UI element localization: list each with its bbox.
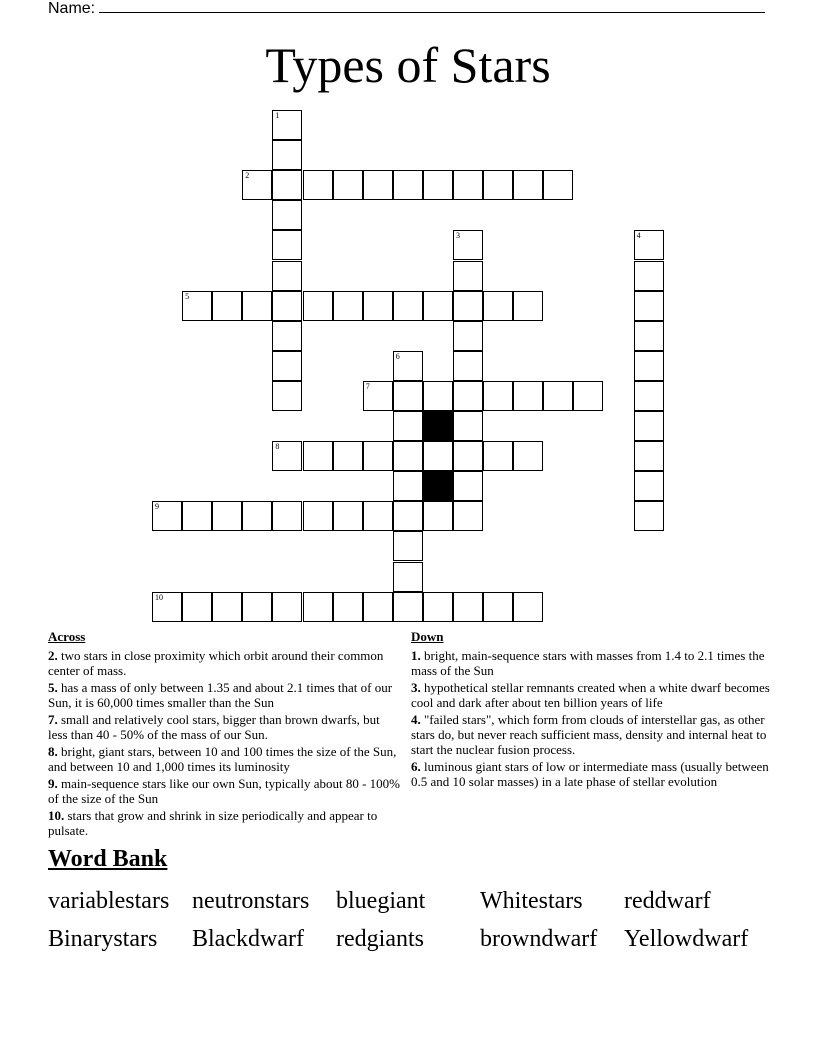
clue-text: small and relatively cool stars, bigger than brown dwarfs, but less than 40 - 50% of the mass of our Sun.	[48, 712, 380, 742]
crossword-cell[interactable]	[483, 381, 513, 411]
crossword-cell[interactable]	[513, 441, 543, 471]
crossword-cell[interactable]	[182, 592, 212, 622]
crossword-cell[interactable]	[453, 351, 483, 381]
crossword-cell[interactable]	[634, 351, 664, 381]
crossword-cell[interactable]	[363, 291, 393, 321]
across-clue	[48, 648, 400, 678]
clue-number: 4	[636, 231, 641, 241]
crossword-cell[interactable]	[423, 291, 453, 321]
crossword-cell[interactable]	[333, 592, 363, 622]
crossword-cell[interactable]	[634, 411, 664, 441]
crossword-cell[interactable]	[513, 291, 543, 321]
clue-number: 10	[155, 592, 163, 602]
clue-number: 9	[155, 502, 159, 512]
down-clue	[411, 680, 771, 710]
crossword-cell[interactable]	[453, 170, 483, 200]
crossword-cell[interactable]	[634, 291, 664, 321]
crossword-cell[interactable]	[272, 351, 302, 381]
word-bank	[48, 882, 788, 958]
clue-text: bright, main-sequence stars with masses from 1.4 to 2.1 times the mass of the Sun	[411, 648, 765, 678]
crossword-cell[interactable]	[483, 441, 513, 471]
crossword-cell[interactable]	[333, 501, 363, 531]
crossword-cell[interactable]	[453, 501, 483, 531]
clue-number: 7	[365, 381, 370, 391]
word-bank-word: redgiants	[336, 926, 424, 952]
crossword-cell[interactable]	[242, 501, 272, 531]
name-field[interactable]	[48, 0, 765, 18]
crossword-cell[interactable]	[272, 501, 302, 531]
across-clue	[48, 680, 400, 710]
crossword-cell[interactable]	[423, 170, 453, 200]
clue-text: luminous giant stars of low or intermediate mass (usually between 0.5 and 10 solar masses) in a late phase of stellar evolution	[411, 759, 769, 789]
across-clues	[48, 629, 400, 840]
crossword-cell[interactable]	[453, 291, 483, 321]
crossword-cell[interactable]	[453, 261, 483, 291]
crossword-cell[interactable]	[272, 140, 302, 170]
crossword-cell[interactable]	[393, 351, 423, 381]
crossword-cell[interactable]	[453, 381, 483, 411]
crossword-cell[interactable]	[393, 531, 423, 561]
word-bank-word: reddwarf	[624, 888, 711, 914]
crossword-cell[interactable]	[573, 381, 603, 411]
crossword-cell[interactable]	[182, 501, 212, 531]
clue-number-label: 9.	[48, 776, 58, 791]
crossword-cell[interactable]	[152, 501, 182, 531]
crossword-cell[interactable]	[303, 592, 333, 622]
name-label: Name:	[48, 0, 96, 17]
clue-number-label: 2.	[48, 648, 58, 663]
clue-text: "failed stars", which form from clouds of interstellar gas, as other stars do, but never reach sufficient mass, density and internal heat to start the nuclear fusion process.	[411, 712, 767, 757]
crossword-cell[interactable]	[393, 411, 423, 441]
crossword-cell[interactable]	[272, 441, 302, 471]
clue-number-label: 7.	[48, 712, 58, 727]
crossword-cell[interactable]	[453, 230, 483, 260]
clue-number-label: 3.	[411, 680, 421, 695]
word-bank-row	[48, 882, 788, 920]
down-clue	[411, 648, 771, 678]
crossword-cell[interactable]	[363, 501, 393, 531]
word-bank-word: Blackdwarf	[192, 926, 304, 952]
crossword-cell[interactable]	[634, 230, 664, 260]
clue-text: two stars in close proximity which orbit around their common center of mass.	[48, 648, 384, 678]
crossword-cell[interactable]	[242, 170, 272, 200]
crossword-cell[interactable]	[393, 170, 423, 200]
down-clue	[411, 712, 771, 757]
crossword-cell[interactable]	[272, 261, 302, 291]
crossword-cell[interactable]	[363, 441, 393, 471]
crossword-cell[interactable]	[423, 381, 453, 411]
clue-number: 6	[395, 351, 400, 361]
crossword-cell[interactable]	[242, 592, 272, 622]
crossword-cell[interactable]	[212, 291, 242, 321]
word-bank-word: Yellowdwarf	[624, 926, 749, 952]
crossword-cell[interactable]	[272, 110, 302, 140]
word-bank-word: neutronstars	[192, 888, 310, 914]
crossword-cell[interactable]	[272, 592, 302, 622]
crossword-cell[interactable]	[272, 381, 302, 411]
clue-number-label: 6.	[411, 759, 421, 774]
word-bank-word: Whitestars	[480, 888, 583, 914]
crossword-cell[interactable]	[634, 381, 664, 411]
word-bank-word: bluegiant	[336, 888, 426, 914]
crossword-cell[interactable]	[182, 291, 212, 321]
across-clue	[48, 776, 400, 806]
crossword-cell[interactable]	[393, 562, 423, 592]
clue-number: 3	[456, 231, 460, 241]
crossword-cell[interactable]	[393, 501, 423, 531]
crossword-cell[interactable]	[423, 592, 453, 622]
crossword-cell[interactable]	[453, 471, 483, 501]
crossword-cell[interactable]	[272, 230, 302, 260]
crossword-cell[interactable]	[303, 170, 333, 200]
across-clue	[48, 712, 400, 742]
crossword-cell[interactable]	[634, 441, 664, 471]
crossword-cell[interactable]	[272, 321, 302, 351]
clue-number-label: 10.	[48, 808, 65, 823]
crossword-cell[interactable]	[272, 170, 302, 200]
clue-number: 1	[275, 111, 280, 120]
across-clue	[48, 808, 400, 838]
crossword-cell[interactable]	[634, 501, 664, 531]
page-title: Types of Stars	[265, 37, 551, 93]
crossword-cell[interactable]	[303, 441, 333, 471]
clue-text: has a mass of only between 1.35 and about 2.1 times that of our Sun, it is 60,000 times smaller than the Sun	[48, 680, 393, 710]
clue-number: 2	[245, 171, 250, 181]
clue-number-label: 1.	[411, 648, 421, 663]
crossword-cell[interactable]	[363, 170, 393, 200]
crossword-cell[interactable]	[543, 170, 573, 200]
clue-number: 5	[185, 291, 190, 301]
crossword-cell[interactable]	[423, 441, 453, 471]
clue-text: bright, giant stars, between 10 and 100 times the size of the Sun, and between 10 and 1,000 times its luminosity	[48, 744, 397, 774]
crossword-cell[interactable]	[303, 501, 333, 531]
across-clue	[48, 744, 400, 774]
clue-text: main-sequence stars like our own Sun, typically about 80 - 100% of the size of the Sun	[48, 776, 401, 806]
crossword-block	[423, 471, 453, 501]
crossword-cell[interactable]	[303, 291, 333, 321]
crossword-cell[interactable]	[634, 261, 664, 291]
word-bank-word: variablestars	[48, 888, 170, 914]
clue-number-label: 5.	[48, 680, 58, 695]
word-bank-row	[48, 920, 788, 958]
crossword-cell[interactable]	[242, 291, 272, 321]
crossword-cell[interactable]	[543, 381, 573, 411]
crossword-cell[interactable]	[393, 381, 423, 411]
crossword-cell[interactable]	[333, 291, 363, 321]
clue-number-label: 8.	[48, 744, 58, 759]
crossword-cell[interactable]	[393, 291, 423, 321]
across-heading: Across	[48, 629, 86, 644]
crossword-cell[interactable]	[212, 501, 242, 531]
crossword-cell[interactable]	[453, 411, 483, 441]
crossword-cell[interactable]	[483, 291, 513, 321]
crossword-cell[interactable]	[453, 441, 483, 471]
crossword-cell[interactable]	[634, 321, 664, 351]
word-bank-word: Binarystars	[48, 926, 158, 952]
crossword-cell[interactable]	[152, 592, 182, 622]
clue-number-label: 4.	[411, 712, 421, 727]
down-clue	[411, 759, 771, 789]
crossword-cell[interactable]	[453, 321, 483, 351]
crossword-cell[interactable]	[272, 200, 302, 230]
crossword-cell[interactable]	[333, 170, 363, 200]
crossword-cell[interactable]	[513, 381, 543, 411]
crossword-cell[interactable]	[393, 471, 423, 501]
crossword-cell[interactable]	[513, 170, 543, 200]
crossword-cell[interactable]	[363, 592, 393, 622]
word-bank-word: browndwarf	[480, 926, 598, 952]
crossword-cell[interactable]	[483, 592, 513, 622]
down-heading: Down	[411, 629, 444, 644]
crossword-cell[interactable]	[634, 471, 664, 501]
crossword-cell[interactable]	[423, 501, 453, 531]
down-clues	[411, 629, 771, 791]
clue-number: 8	[275, 442, 280, 452]
word-bank-title: Word Bank	[48, 846, 168, 872]
name-blank-line[interactable]	[99, 0, 765, 13]
crossword-cell[interactable]	[453, 592, 483, 622]
crossword-block	[423, 411, 453, 441]
crossword-cell[interactable]	[483, 170, 513, 200]
crossword-cell[interactable]	[393, 592, 423, 622]
crossword-cell[interactable]	[333, 441, 363, 471]
crossword-cell[interactable]	[513, 592, 543, 622]
crossword-cell[interactable]	[393, 441, 423, 471]
crossword-cell[interactable]	[212, 592, 242, 622]
clue-text: stars that grow and shrink in size periodically and appear to pulsate.	[48, 808, 378, 838]
crossword-cell[interactable]	[363, 381, 393, 411]
crossword-cell[interactable]	[272, 291, 302, 321]
clue-text: hypothetical stellar remnants created when a white dwarf becomes cool and dark after about ten billion years of life	[411, 680, 770, 710]
